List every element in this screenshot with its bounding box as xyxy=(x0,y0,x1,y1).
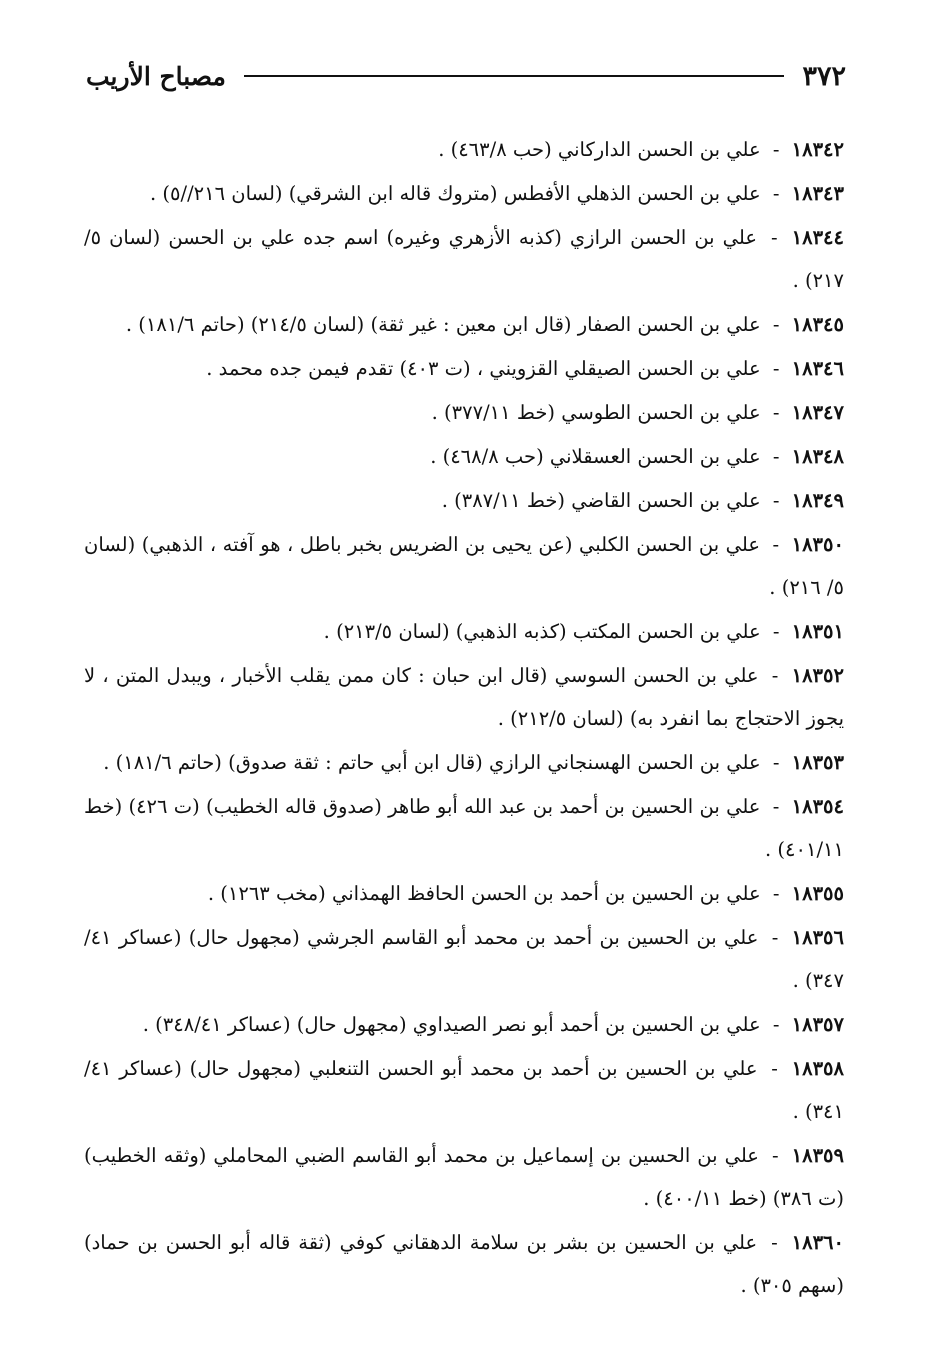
entry-18345: ١٨٣٤٥ - علي بن الحسن الصفار (قال ابن معين : غير ثقة) (لسان ٢١٤/٥) (حاتم ١٨١/٦) . xyxy=(125,313,844,336)
entry-number: ١٨٣٥٥ xyxy=(791,882,844,905)
entry-text: علي بن الحسن الطوسي (خط ٣٧٧/١١) . xyxy=(431,401,761,424)
entry-text: علي بن الحسن الذهلي الأفطس (متروك قاله ابن الشرقي) (لسان ٢١٦//٥) . xyxy=(150,182,761,205)
entry-text: علي بن الحسين بن أحمد بن الحسن الحافظ الهمذاني (مخب ١٢٦٣) . xyxy=(207,882,761,905)
header-rule xyxy=(244,75,785,77)
entry-text: علي بن الحسن المكتب (كذبه الذهبي) (لسان ٢١٣/٥) . xyxy=(323,620,761,643)
entry-18355: ١٨٣٥٥ - علي بن الحسين بن أحمد بن الحسن الحافظ الهمذاني (مخب ١٢٦٣) . xyxy=(207,882,844,905)
entry-number: ١٨٣٤٨ xyxy=(791,445,844,468)
entry-text: علي بن الحسن القاضي (خط ٣٨٧/١١) . xyxy=(441,489,761,512)
entry-number: ١٨٣٤٤ xyxy=(791,226,844,249)
entry-18359: ١٨٣٥٩ - علي بن الحسين بن إسماعيل بن محمد أبو القاسم الضبي المحاملي (وثقه الخطيب) (ت ٣٨٦) (خط ٤٠٠/١١) . xyxy=(84,1144,844,1210)
entry-number: ١٨٣٤٧ xyxy=(791,401,844,424)
entry-text: علي بن الحسن السوسي (قال ابن حبان : كان ممن يقلب الأخبار ، ويبدل المتن ، لا يجوز الاحتجاج بما انفرد به) (لسان ٢١٢/٥) . xyxy=(84,664,844,730)
entry-text: علي بن الحسن العسقلاني (حب ٤٦٨/٨) . xyxy=(430,445,761,468)
entry-18357: ١٨٣٥٧ - علي بن الحسين بن أحمد أبو نصر الصيداوي (مجهول حال) (عساكر ٣٤٨/٤١) . xyxy=(142,1013,844,1036)
entry-text: علي بن الحسن الهسنجاني الرازي (قال ابن أبي حاتم : ثقة صدوق) (حاتم ١٨١/٦) . xyxy=(103,751,761,774)
entry-18343: ١٨٣٤٣ - علي بن الحسن الذهلي الأفطس (متروك قاله ابن الشرقي) (لسان ٢١٦//٥) . xyxy=(150,182,844,205)
page-number: ٣٧٢ xyxy=(802,60,846,92)
entry-number: ١٨٣٥٨ xyxy=(791,1057,844,1080)
entry-number: ١٨٣٤٥ xyxy=(791,313,844,336)
entry-text: علي بن الحسن الرازي (كذبه الأزهري وغيره) اسم جده علي بن الحسن (لسان ٥/ ٢١٧) . xyxy=(84,226,844,292)
entry-text: علي بن الحسين بن أحمد بن محمد أبو الحسن التنعلبي (مجهول حال) (عساكر ٤١/ ٣٤١) . xyxy=(84,1057,844,1123)
entry-number: ١٨٣٥١ xyxy=(791,620,844,643)
entry-number: ١٨٣٥٦ xyxy=(791,926,844,949)
entry-18350: ١٨٣٥٠ - علي بن الحسن الكلبي (عن يحيى بن الضريس بخبر باطل ، هو آفته ، الذهبي) (لسان ٥/ ٢١٦) . xyxy=(84,533,844,599)
entry-number: ١٨٣٦٠ xyxy=(791,1231,844,1254)
entry-number: ١٨٣٤٩ xyxy=(791,489,844,512)
entry-18346: ١٨٣٤٦ - علي بن الحسن الصيقلي القزويني ، (ت ٤٠٣) تقدم فيمن جده محمد . xyxy=(206,357,844,380)
entry-number: ١٨٣٤٢ xyxy=(791,138,844,161)
entry-18347: ١٨٣٤٧ - علي بن الحسن الطوسي (خط ٣٧٧/١١) . xyxy=(431,401,844,424)
entry-number: ١٨٣٥٤ xyxy=(791,795,844,818)
entry-18349: ١٨٣٤٩ - علي بن الحسن القاضي (خط ٣٨٧/١١) . xyxy=(441,489,844,512)
entry-18342: ١٨٣٤٢ - علي بن الحسن الداركاني (حب ٤٦٣/٨) . xyxy=(438,138,844,161)
entry-text: علي بن الحسين بن أحمد بن عبد الله أبو طاهر (صدوق قاله الخطيب) (ت ٤٢٦) (خط ٤٠١/١١) . xyxy=(84,795,844,861)
entry-number: ١٨٣٤٦ xyxy=(791,357,844,380)
entry-text: علي بن الحسن الصفار (قال ابن معين : غير ثقة) (لسان ٢١٤/٥) (حاتم ١٨١/٦) . xyxy=(125,313,761,336)
entry-number: ١٨٣٥٠ xyxy=(791,533,844,556)
entry-number: ١٨٣٥٢ xyxy=(791,664,844,687)
entry-18358: ١٨٣٥٨ - علي بن الحسين بن أحمد بن محمد أبو الحسن التنعلبي (مجهول حال) (عساكر ٤١/ ٣٤١) . xyxy=(84,1057,844,1123)
entry-text: علي بن الحسين بن أحمد بن محمد أبو القاسم الجرشي (مجهول حال) (عساكر ٤١/ ٣٤٧) . xyxy=(84,926,844,992)
entry-text: علي بن الحسن الداركاني (حب ٤٦٣/٨) . xyxy=(438,138,761,161)
running-title: مصباح الأريب xyxy=(86,61,226,91)
entry-text: علي بن الحسين بن بشر بن سلامة الدهقاني كوفي (ثقة قاله أبو الحسن بن حماد) (سهم ٣٠٥) . xyxy=(84,1231,844,1297)
entry-number: ١٨٣٥٩ xyxy=(791,1144,844,1167)
entry-18351: ١٨٣٥١ - علي بن الحسن المكتب (كذبه الذهبي) (لسان ٢١٣/٥) . xyxy=(323,620,844,643)
entry-18348: ١٨٣٤٨ - علي بن الحسن العسقلاني (حب ٤٦٨/٨) . xyxy=(430,445,844,468)
entry-number: ١٨٣٥٧ xyxy=(791,1013,844,1036)
entry-18352: ١٨٣٥٢ - علي بن الحسن السوسي (قال ابن حبان : كان ممن يقلب الأخبار ، ويبدل المتن ، لا يجوز الاحتجاج بما انفرد به) (لسان ٢١٢/٥) . xyxy=(84,664,844,730)
entry-text: علي بن الحسين بن إسماعيل بن محمد أبو القاسم الضبي المحاملي (وثقه الخطيب) (ت ٣٨٦) (خط ٤٠٠/١١) . xyxy=(84,1144,844,1210)
entry-18356: ١٨٣٥٦ - علي بن الحسين بن أحمد بن محمد أبو القاسم الجرشي (مجهول حال) (عساكر ٤١/ ٣٤٧) . xyxy=(84,926,844,992)
entry-text: علي بن الحسن الكلبي (عن يحيى بن الضريس بخبر باطل ، هو آفته ، الذهبي) (لسان ٥/ ٢١٦) . xyxy=(84,533,844,599)
entry-text: علي بن الحسن الصيقلي القزويني ، (ت ٤٠٣) تقدم فيمن جده محمد . xyxy=(206,357,761,380)
entry-18360: ١٨٣٦٠ - علي بن الحسين بن بشر بن سلامة الدهقاني كوفي (ثقة قاله أبو الحسن بن حماد) (سهم ٣٠٥) . xyxy=(84,1231,844,1297)
page-header xyxy=(86,56,846,96)
entry-text: علي بن الحسين بن أحمد أبو نصر الصيداوي (مجهول حال) (عساكر ٣٤٨/٤١) . xyxy=(142,1013,761,1036)
entry-18353: ١٨٣٥٣ - علي بن الحسن الهسنجاني الرازي (قال ابن أبي حاتم : ثقة صدوق) (حاتم ١٨١/٦) . xyxy=(103,751,844,774)
entry-18344: ١٨٣٤٤ - علي بن الحسن الرازي (كذبه الأزهري وغيره) اسم جده علي بن الحسن (لسان ٥/ ٢١٧) . xyxy=(84,226,844,292)
entry-list xyxy=(84,128,844,1308)
entry-number: ١٨٣٤٣ xyxy=(791,182,844,205)
entry-18354: ١٨٣٥٤ - علي بن الحسين بن أحمد بن عبد الله أبو طاهر (صدوق قاله الخطيب) (ت ٤٢٦) (خط ٤٠١/١١) . xyxy=(84,795,844,861)
entry-number: ١٨٣٥٣ xyxy=(791,751,844,774)
